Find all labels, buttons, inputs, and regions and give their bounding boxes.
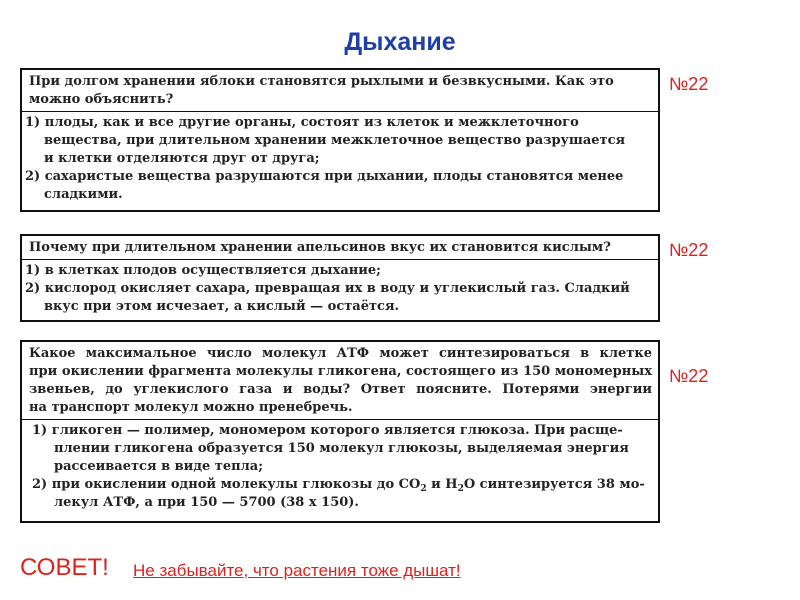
tip-label: СОВЕТ! [20,554,109,581]
answer-fragment: O синтезируется 38 мо- [463,477,645,492]
answer-fragment: 2) при окислении одной молекулы глюкозы до CO [32,477,421,492]
answer-line: сладкими. [44,187,123,202]
answer-fragment: и H [426,477,458,492]
answer-line: 2) сахаристые вещества разрушаются при дыхании, плоды становятся менее [25,169,624,184]
subscript-2: 2 [420,484,427,494]
answer-line: рассеивается в виде тепла; [54,459,264,474]
question-line: на транспорт молекул можно пренебречь. [29,400,353,415]
question-card-1 [20,68,660,212]
page-title: Дыхание [344,28,456,56]
task-number-badge: №22 [669,74,709,94]
answer-line: и клетки отделяются друг от друга; [44,151,320,166]
answer-line: вкус при этом исчезает, а кислый — остаётся. [44,299,400,314]
answer-text [22,419,658,515]
answer-text [22,111,658,207]
answer-line: 1) в клетках плодов осуществляется дыхание; [25,263,381,278]
question-line: при окислении фрагмента молекулы гликогена, состоящего из 150 мономерных [29,364,652,379]
answer-line: 1) гликоген — полимер, мономером которого является глюкоза. При расще- [32,423,623,438]
task-number-badge: №22 [669,366,709,386]
answer-line: вещества, при длительном хранении межклеточное вещество разрушается [44,133,626,148]
task-number-badge: №22 [669,240,709,260]
question-text [22,236,658,259]
subscript-2: 2 [457,484,464,494]
question-text [22,342,658,419]
answer-line: плении гликогена образуется 150 молекул глюкозы, выделяемая энергия [54,441,629,456]
question-line: можно объяснить? [29,92,174,107]
question-card-2 [20,234,660,322]
answer-line: 2) кислород окисляет сахара, превращая их в воду и углекислый газ. Сладкий [25,281,630,296]
answer-line [32,476,652,494]
question-text [22,70,658,111]
question-line: Какое максимальное число молекул АТФ может синтезироваться в клетке [29,346,652,361]
answer-line: 1) плоды, как и все другие органы, состоят из клеток и межклеточного [25,115,579,130]
question-line: При долгом хранении яблоки становятся рыхлыми и безвкусными. Как это [29,74,614,89]
question-line: Почему при длительном хранении апельсинов вкус их становится кислым? [29,240,611,255]
tip-link[interactable]: Не забывайте, что растения тоже дышат! [133,561,461,580]
question-line: звеньев, до углекислого газа и воды? Ответ поясните. Потерями энергии [29,382,652,397]
answer-text [22,259,658,319]
question-card-3 [20,340,660,523]
answer-line: лекул АТФ, а при 150 — 5700 (38 x 150). [54,495,359,510]
